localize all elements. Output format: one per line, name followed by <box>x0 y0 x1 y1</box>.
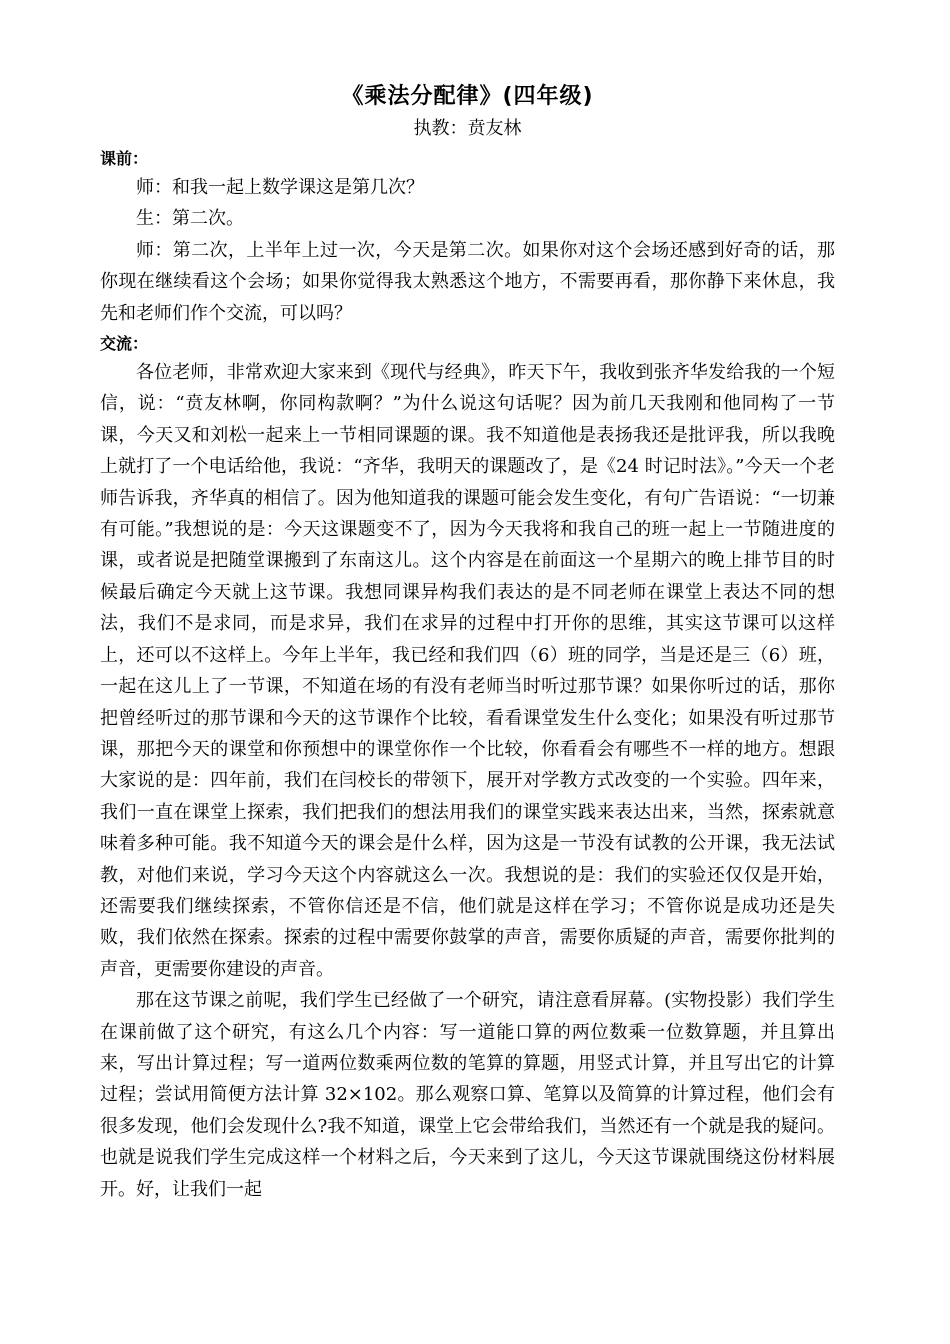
section-heading-pre-class: 课前： <box>100 149 149 168</box>
body-paragraph: 那在这节课之前呢，我们学生已经做了一个研究，请注意看屏幕。(实物投影）我们学生在课前做了这个研究，有这么几个内容：写一道能口算的两位数乘一位数算题，并且算出来，写出计算过程；写一道两位数乘两位数的笔算的算题，用竖式计算，并且写出它的计算过程；尝试用简便方法计算 32×102。那么观察口算、笔算以及简算的计算过程，他们会有很多发现，他们会发现什么?我不知道，课堂上它会带给我们，当然还有一个就是我的疑问。也就是说我们学生完成这样一个材料之后，今天来到了这儿，今天这节课就围绕这份材料展开。好，让我们一起 <box>100 990 835 1200</box>
section-heading-exchange: 交流： <box>100 334 149 354</box>
body-paragraph: 各位老师，非常欢迎大家来到《现代与经典》，昨天下午，我收到张齐华发给我的一个短信，说：“贲友林啊，你同构款啊？”为什么说这句话呢？因为前几天我刚和他同构了一节课，今天又和刘松一起来上一节相同课题的课。我不知道他是表扬我还是批评我，所以我晚上就打了一个电话给他，我说：“齐华，我明天的课题改了，是《24 时记时法》。”今天一个老师告诉我，齐华真的相信了。因为他知道我的课题可能会发生变化，有句广告语说：“一切兼有可能。”我想说的是：今天这课题变不了，因为今天我将和我自己的班一起上一节随进度的课，或者说是把随堂课搬到了东南这儿。这个内容是在前面这一个星期六的晚上排节目的时候最后确定今天就上这节课。我想同课异构我们表达的是不同老师在课堂上表达不同的想法，我们不是求同，而是求异，我们在求异的过程中打开你的思维，其实这节课可以这样上，还可以不这样上。今年上半年，我已经和我们四（6）班的同学，当是还是三（6）班，一起在这儿上了一节课，不知道在场的有没有老师当时听过那节课？如果你听过的话，那你把曾经听过的那节课和今天的这节课作个比较，看看课堂发生什么变化；如果没有听过那节课，那把今天的课堂和你预想中的课堂你作一个比较，你看看会有哪些不一样的地方。想跟大家说的是：四年前，我们在闫校长的带领下，展开对学教方式改变的一个实验。四年来，我们一直在课堂上探索，我们把我们的想法用我们的课堂实践来表达出来，当然，探索就意味着多种可能。我不知道今天的课会是什么样，因为这是一节没有试教的公开课，我无法试教，对他们来说，学习今天这个内容就这么一次。我想说的是：我们的实验还仅仅是开始，还需要我们继续探索，不管你信还是不信，他们就是这样在学习；不管你说是成功还是失败，我们依然在探索。探索的过程中需要你鼓掌的声音，需要你质疑的声音，需要你批判的声音，更需要你建设的声音。 <box>100 362 835 980</box>
dialogue-line: 生：第二次。 <box>136 208 244 230</box>
document-page <box>100 80 835 1205</box>
dialogue-line: 师：和我一起上数学课这是第几次？ <box>136 177 424 198</box>
dialogue-line: 师：第二次，上半年上过一次，今天是第二次。如果你对这个会场还感到好奇的话，那你现在继续看这个会场；如果你觉得我太熟悉这个地方，不需要再看，那你静下来休息，我先和老师们作个交流，可以吗？ <box>100 239 835 324</box>
document-author: 执教：贲友林 <box>413 118 522 139</box>
document-title: 《乘法分配律》(四年级) <box>341 84 594 109</box>
